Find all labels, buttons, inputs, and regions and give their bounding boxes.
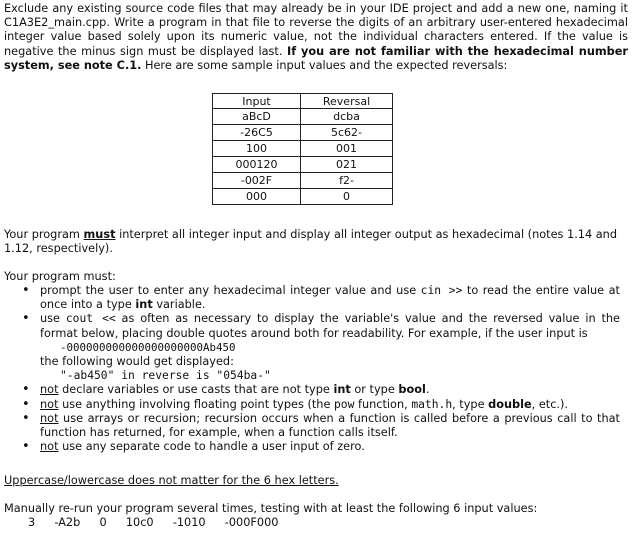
- req2-text-a: use: [40, 312, 66, 326]
- input-example: -000000000000000000000Ab450: [60, 340, 236, 354]
- input-cell: -002F: [213, 173, 301, 189]
- interpret-text-1: Your program: [4, 228, 84, 241]
- req3-type-int: int: [333, 383, 351, 397]
- test-values-text: 3 -A2b 0 10c0 -1010 -000F000: [28, 516, 279, 529]
- intro-text-3: Here are some sample input values and the expected reversals:: [141, 58, 508, 72]
- req3-text-a: declare variables or use casts that are not type: [58, 383, 334, 397]
- req4-pow: pow: [333, 397, 355, 411]
- req1-text-c: variable.: [152, 298, 206, 312]
- reversal-cell: 021: [301, 157, 393, 173]
- list-item: [4, 398, 620, 412]
- test-values: [28, 516, 633, 530]
- req3-text-c: .: [425, 383, 430, 397]
- list-item: [4, 412, 620, 440]
- req1-type: int: [135, 298, 153, 312]
- table-row: [213, 173, 393, 189]
- bullet-icon: •: [22, 410, 30, 426]
- not-emphasis: not: [40, 383, 59, 397]
- bullet-icon: •: [22, 311, 30, 327]
- sample-reversal-table: [212, 93, 393, 205]
- table-row: [213, 189, 393, 205]
- table-header-row: [213, 94, 393, 109]
- table-row: [213, 109, 393, 125]
- input-cell: 000120: [213, 157, 301, 173]
- input-cell: 100: [213, 141, 301, 157]
- req4-double: double: [488, 397, 532, 411]
- req4-text-c: , type: [452, 397, 489, 411]
- case-note: Uppercase/lowercase does not matter for the 6 hex letters.: [4, 474, 339, 487]
- req4-text-d: , etc.).: [531, 397, 569, 411]
- reversal-cell: dcba: [301, 109, 393, 125]
- manual-rerun-text: Manually re-run your program several times, testing with at least the following 6 input values:: [4, 502, 538, 515]
- output-example: "-ab450" in reverse is "054ba-": [60, 369, 271, 383]
- input-cell: -26C5: [213, 125, 301, 141]
- req3-type-bool: bool: [398, 383, 426, 397]
- must-emphasis: must: [83, 228, 116, 241]
- reversal-cell: f2-: [301, 173, 393, 189]
- header-reversal: Reversal: [301, 94, 393, 109]
- req2-text-c: the following would get displayed:: [40, 355, 234, 369]
- req1-text-b: to read the entire value at once into a type: [40, 284, 620, 312]
- interpret-paragraph: [4, 228, 628, 256]
- input-cell: 000: [213, 189, 301, 205]
- req4-mathh: math.h: [411, 397, 453, 411]
- bullet-icon: •: [22, 283, 30, 298]
- bullet-icon: •: [22, 396, 30, 412]
- filename: C1A3E2_main.cpp: [4, 16, 107, 30]
- list-item: [4, 284, 620, 312]
- req5-text-a: use arrays or recursion; recursion occurs when a function is called before a previous call to that function has returned, for example, when a function calls itself.: [40, 411, 620, 440]
- req4-text-a: use anything involving floating point types (the: [58, 397, 334, 411]
- intro-text-2: . Write a program in that file to reverse the digits of an arbitrary user-entered hexadecimal integer value based solely upon its numeric value, not the individual characters entered. If the value is negative the minus sign must be displayed last.: [4, 16, 628, 58]
- intro-text-1: Exclude any existing source code files that may already be in your IDE project and add a new one, naming it: [4, 2, 628, 15]
- reversal-cell: 001: [301, 141, 393, 157]
- req2-text-b: as often as necessary to display the variable's value and the reversed value in the format below, placing double quotes around both for readability. For example, if the user input is: [40, 312, 620, 340]
- req3-text-b: or type: [350, 383, 399, 397]
- intro-paragraph: [4, 2, 628, 73]
- bullet-icon: •: [22, 382, 30, 398]
- list-item: [4, 383, 620, 397]
- table-row: [213, 125, 393, 141]
- interpret-text-2: interpret all integer input and display all integer output as hexadecimal (notes 1.14 and 1.12, respectively).: [4, 228, 618, 256]
- not-emphasis: not: [40, 397, 59, 411]
- table-row: [213, 141, 393, 157]
- hex-note: If you are not familiar with the hexadecimal number system, see note C.1.: [4, 44, 628, 72]
- req1-code: cin >>: [420, 284, 463, 297]
- list-item: [4, 440, 620, 454]
- bullet-icon: •: [22, 439, 30, 455]
- table-row: [213, 157, 393, 173]
- requirements-list: [4, 284, 620, 454]
- req4-text-b: function,: [354, 397, 412, 411]
- req6-text-a: use any separate code to handle a user input of zero.: [58, 440, 365, 454]
- reversal-cell: 0: [301, 189, 393, 205]
- requirements-heading: Your program must:: [4, 270, 116, 283]
- header-input: Input: [213, 94, 301, 109]
- input-cell: aBcD: [213, 109, 301, 125]
- req2-code: cout <<: [65, 312, 116, 326]
- req1-text-a: prompt the user to enter any hexadecimal integer value and use: [40, 284, 421, 297]
- not-emphasis: not: [40, 411, 59, 425]
- list-item: [4, 312, 620, 383]
- not-emphasis: not: [40, 440, 59, 454]
- reversal-cell: 5c62-: [301, 125, 393, 141]
